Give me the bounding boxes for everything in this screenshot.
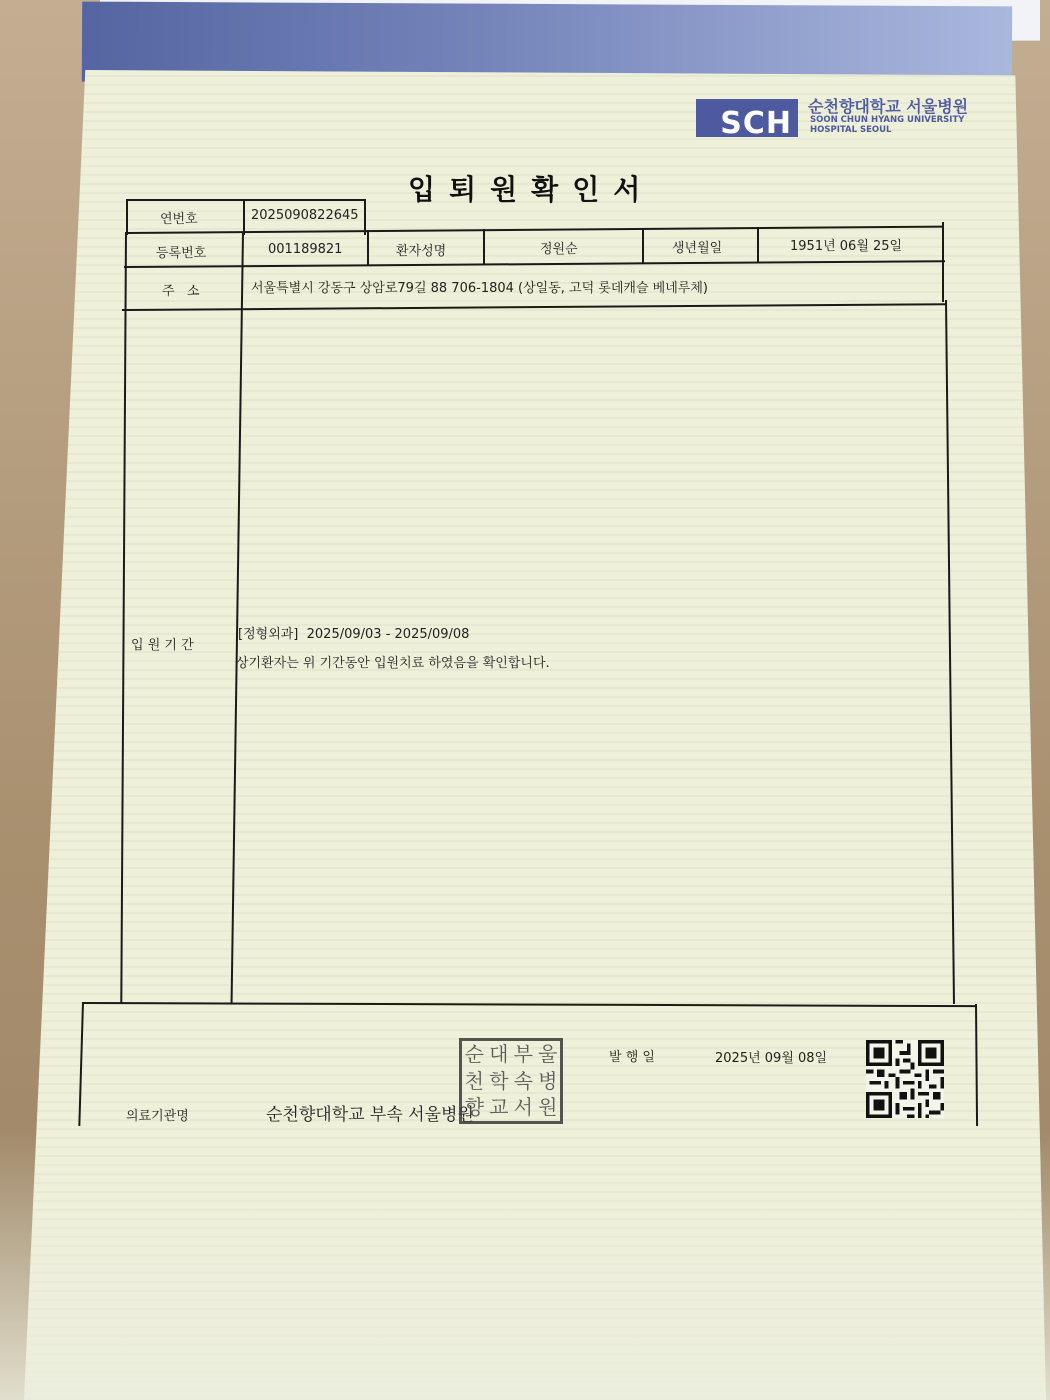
seal-char: 학 (489, 1068, 509, 1093)
issue-date-value: 2025년 09월 08일 (715, 1051, 828, 1066)
official-seal (459, 1038, 563, 1124)
patient-name-value: 정원순 (540, 242, 578, 257)
registration-number-value: 001189821 (268, 242, 343, 257)
address-value: 서울특별시 강동구 상암로79길 88 706-1804 (상일동, 고덕 롯데캐슬 베네루체) (251, 281, 708, 296)
table-line (126, 199, 365, 201)
table-line (942, 222, 944, 302)
birth-date-value: 1951년 06월 25일 (790, 239, 903, 254)
lighting-overlay (0, 1130, 1050, 1400)
table-line (642, 228, 644, 264)
registration-number-label: 등록번호 (156, 246, 207, 261)
table-line (757, 227, 759, 263)
issue-date-label: 발 행 일 (609, 1050, 655, 1065)
seal-char: 교 (489, 1095, 509, 1120)
seal-char: 원 (538, 1095, 558, 1120)
admission-period-label: 입 원 기 간 (131, 638, 194, 653)
admission-period-value: [정형외과] 2025/09/03 - 2025/09/08 (238, 627, 470, 642)
serial-number-label: 연번호 (160, 212, 198, 227)
serial-number-value: 2025090822645 (251, 208, 359, 223)
seal-char: 순 (464, 1042, 484, 1066)
table-line (367, 230, 369, 266)
seal-char: 천 (464, 1068, 484, 1093)
seal-char: 울 (538, 1042, 558, 1066)
address-label: 주 소 (162, 284, 200, 299)
seal-char: 서 (513, 1095, 533, 1120)
table-line (126, 199, 128, 235)
hospital-name-english (810, 115, 980, 135)
table-line (483, 229, 485, 265)
seal-char: 속 (513, 1068, 533, 1093)
patient-name-label: 환자성명 (396, 244, 447, 259)
hospital-name-english-line1: SOON CHUN HYANG UNIVERSITY (810, 115, 965, 125)
confirmation-statement: 상기환자는 위 기간동안 입원치료 하였음을 확인합니다. (236, 656, 550, 671)
institution-name: 순천향대학교 부속 서울병원 (266, 1105, 474, 1125)
birth-date-label: 생년월일 (672, 241, 723, 256)
seal-char: 대 (489, 1042, 509, 1066)
hospital-name-english-line2: HOSPITAL SEOUL (810, 125, 892, 135)
hospital-logo-mark: SCH (696, 99, 798, 137)
seal-char: 병 (538, 1068, 558, 1093)
hospital-name-korean: 순천향대학교 서울병원 (808, 97, 969, 116)
table-line (243, 199, 245, 235)
seal-char: 부 (513, 1042, 533, 1066)
seal-char: 향 (464, 1095, 484, 1120)
qr-code-icon (866, 1040, 944, 1118)
document-title: 입퇴원확인서 (408, 173, 655, 206)
institution-label: 의료기관명 (126, 1109, 189, 1124)
